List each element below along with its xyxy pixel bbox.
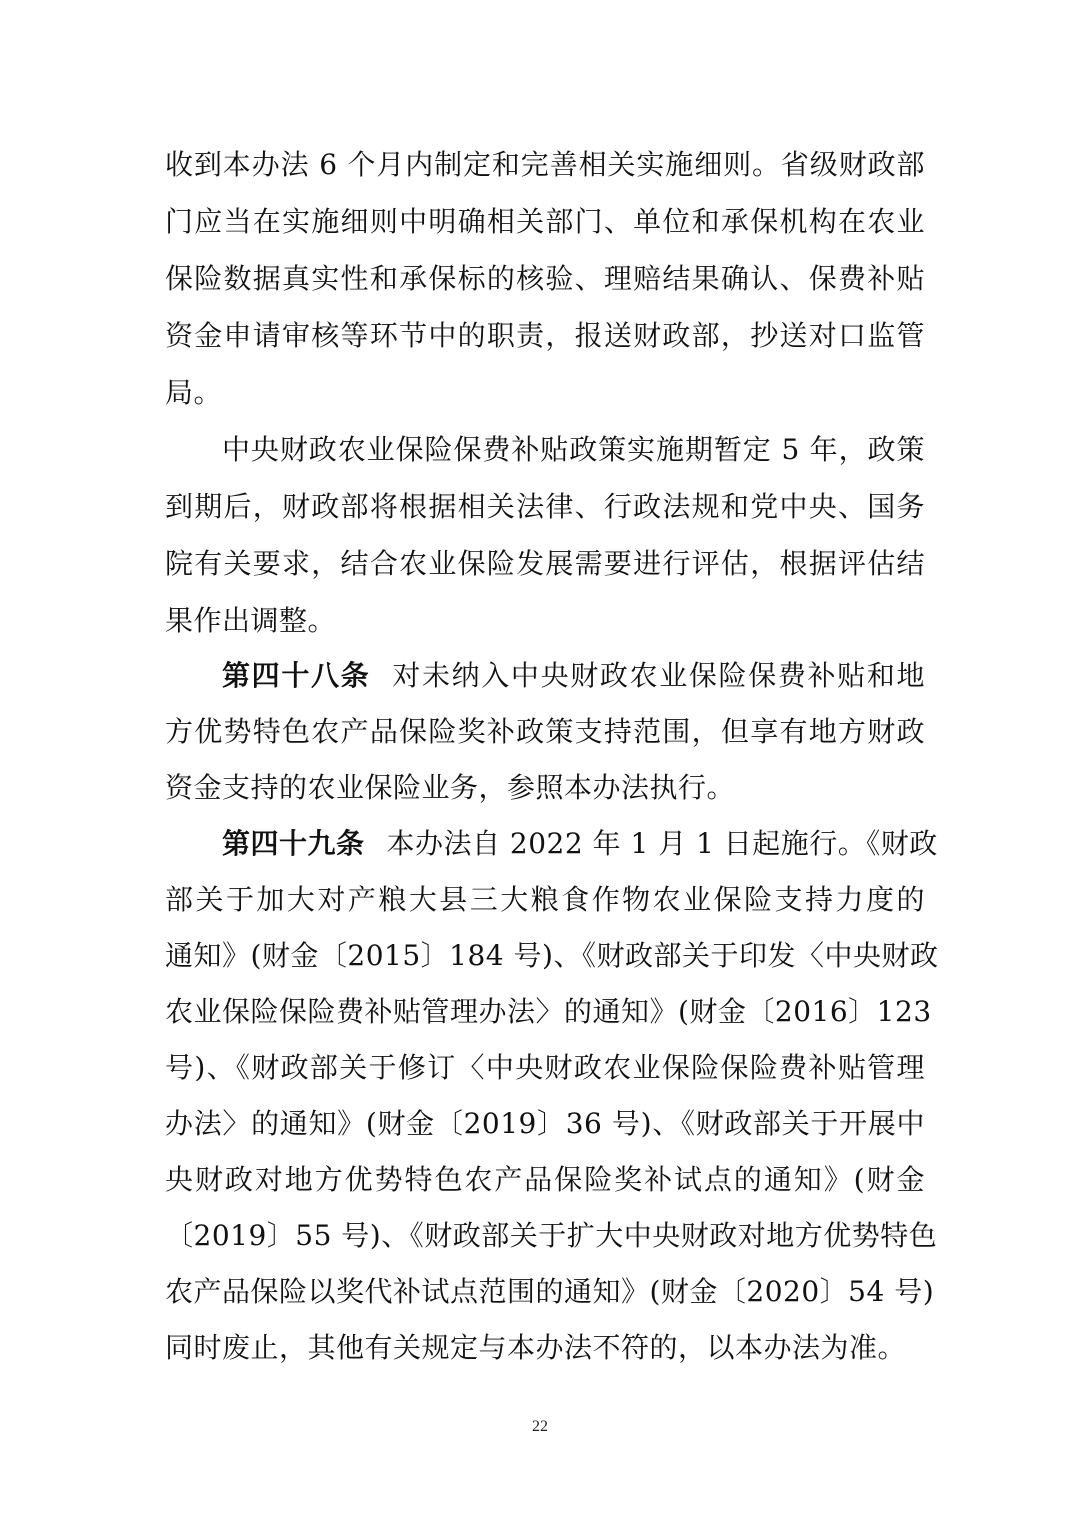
text-line: 部关于加大对产粮大县三大粮食作物农业保险支持力度的 — [165, 883, 925, 916]
text-line: 中央财政农业保险保费补贴政策实施期暂定 5 年，政策 — [222, 433, 925, 466]
text-line: 农产品保险以奖代补试点范围的通知》(财金〔2020〕54 号) — [165, 1275, 935, 1308]
text-line: 资金申请审核等环节中的职责，报送财政部，抄送对口监管 — [165, 319, 925, 352]
text-line: 到期后，财政部将根据相关法律、行政法规和党中央、国务 — [165, 490, 925, 523]
page-number: 22 — [532, 1418, 548, 1435]
text-line: 局。 — [165, 376, 223, 409]
text-line: 通知》(财金〔2015〕184 号)、《财政部关于印发〈中央财政 — [165, 939, 939, 972]
text-line: 农业保险保险费补贴管理办法〉的通知》(财金〔2016〕123 — [165, 995, 932, 1028]
text-line: 同时废止，其他有关规定与本办法不符的，以本办法为准。 — [165, 1331, 907, 1364]
text-line: 号)、《财政部关于修订〈中央财政农业保险保险费补贴管理 — [165, 1051, 925, 1084]
article-49-heading: 第四十九条 — [222, 827, 365, 860]
text-line: 央财政对地方优势特色农产品保险奖补试点的通知》(财金 — [165, 1163, 925, 1196]
text-line: 方优势特色农产品保险奖补政策支持范围，但享有地方财政 — [165, 715, 925, 748]
text-line: 门应当在实施细则中明确相关部门、单位和承保机构在农业 — [165, 205, 925, 238]
text-line: 保险数据真实性和承保标的核验、理赔结果确认、保费补贴 — [165, 262, 925, 295]
text-line: 〔2019〕55 号)、《财政部关于扩大中央财政对地方优势特色 — [165, 1219, 938, 1252]
text-line: 收到本办法 6 个月内制定和完善相关实施细则。省级财政部 — [165, 148, 925, 181]
text-line: 院有关要求，结合农业保险发展需要进行评估，根据评估结 — [165, 547, 925, 580]
text-line: 对未纳入中央财政农业保险保费补贴和地 — [392, 659, 925, 692]
text-line: 资金支持的农业保险业务，参照本办法执行。 — [165, 771, 736, 804]
text-line: 本办法自 2022 年 1 月 1 日起施行。《财政 — [386, 827, 938, 860]
article-49-first-line — [222, 824, 938, 864]
text-line: 办法〉的通知》(财金〔2019〕36 号)、《财政部关于开展中 — [165, 1107, 925, 1140]
text-line: 果作出调整。 — [165, 604, 337, 637]
article-48-heading: 第四十八条 — [222, 659, 371, 692]
article-48-first-line — [222, 656, 925, 696]
